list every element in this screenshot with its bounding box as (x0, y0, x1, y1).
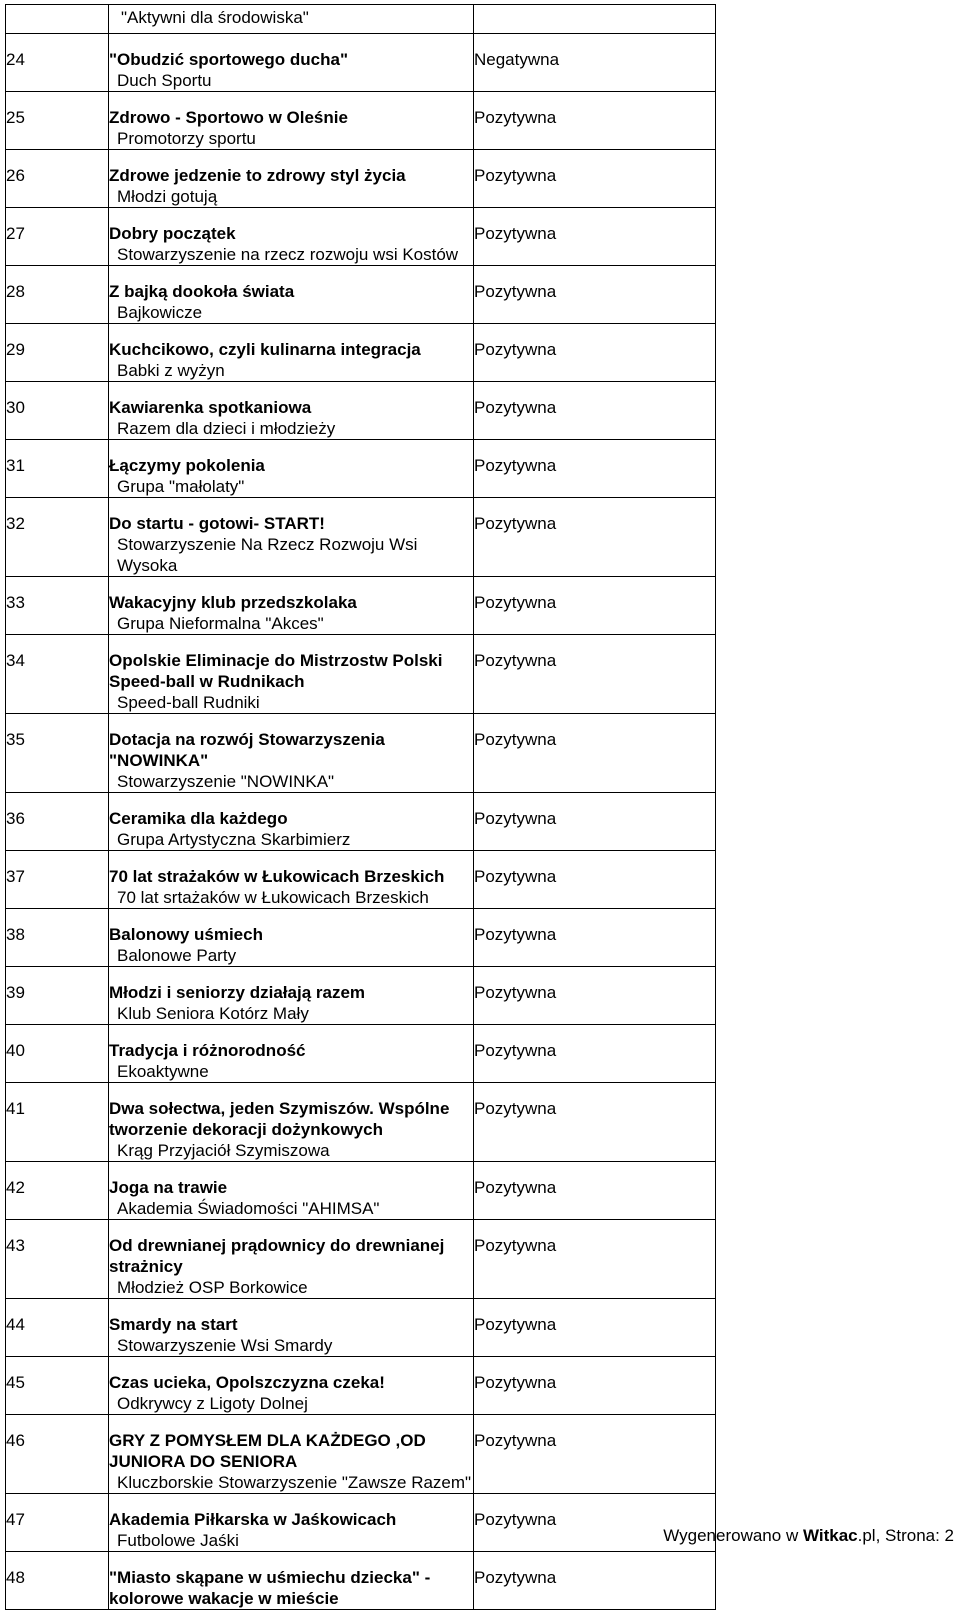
row-number-text: 42 (6, 1178, 25, 1197)
row-number-text: 32 (6, 514, 25, 533)
row-number-text: 45 (6, 1373, 25, 1392)
status-text: Pozytywna (474, 1099, 557, 1118)
project-cell (109, 1494, 474, 1552)
footer-brand[interactable]: Witkac (802, 1526, 858, 1545)
organization-name: Akademia Świadomości "AHIMSA" (117, 1199, 380, 1218)
table-row (6, 1083, 716, 1162)
row-number-text: 43 (6, 1236, 25, 1255)
status-text: Pozytywna (474, 456, 557, 475)
evaluation-status (474, 440, 716, 498)
project-title: Młodzi i seniorzy działają razem (109, 983, 366, 1002)
project-cell (109, 208, 474, 266)
project-cell (109, 1357, 474, 1415)
project-cell (109, 440, 474, 498)
table-row (6, 1494, 716, 1552)
table-row (6, 851, 716, 909)
status-text: Pozytywna (474, 1431, 557, 1450)
project-cell (109, 1162, 474, 1220)
evaluation-status (474, 1162, 716, 1220)
row-number-text: 46 (6, 1431, 25, 1450)
project-title: Joga na trawie (109, 1178, 228, 1197)
table-row (6, 150, 716, 208)
evaluation-status (474, 208, 716, 266)
row-number (6, 909, 109, 967)
number-cell (6, 5, 109, 34)
row-number-text: 33 (6, 593, 25, 612)
project-title: Zdrowo - Sportowo w Oleśnie (109, 108, 348, 127)
table-row (6, 1162, 716, 1220)
evaluation-status (474, 324, 716, 382)
project-title: Akademia Piłkarska w Jaśkowicach (109, 1510, 397, 1529)
project-title: Czas ucieka, Opolszczyzna czeka! (109, 1373, 385, 1392)
row-number-text: 38 (6, 925, 25, 944)
row-number-text: 30 (6, 398, 25, 417)
row-number-text: 48 (6, 1568, 25, 1587)
row-number (6, 1415, 109, 1494)
table-row (6, 208, 716, 266)
organization-name: Bajkowicze (117, 303, 203, 322)
status-text: Pozytywna (474, 282, 557, 301)
project-cell (109, 1220, 474, 1299)
status-text: Pozytywna (474, 1178, 557, 1197)
organization-name: Balonowe Party (117, 946, 237, 965)
table-row (6, 1552, 716, 1610)
row-number (6, 92, 109, 150)
organization-name: Młodzi gotują (117, 187, 218, 206)
project-cell (109, 92, 474, 150)
table-row (6, 967, 716, 1025)
project-cell (109, 382, 474, 440)
evaluation-status (474, 909, 716, 967)
evaluation-status (474, 1357, 716, 1415)
evaluation-status (474, 1299, 716, 1357)
project-title: "Obudzić sportowego ducha" (109, 50, 349, 69)
organization-name: Krąg Przyjaciół Szymiszowa (117, 1141, 330, 1160)
row-number-text: 29 (6, 340, 25, 359)
row-number (6, 150, 109, 208)
row-number (6, 967, 109, 1025)
project-cell (109, 1083, 474, 1162)
footer-prefix: Wygenerowano w (663, 1526, 803, 1545)
table-row (6, 266, 716, 324)
organization-name: Ekoaktywne (117, 1062, 209, 1081)
page-footer (663, 1526, 954, 1546)
row-number-text: 36 (6, 809, 25, 828)
project-title: Od drewnianej prądownicy do drewnianej strażnicy (109, 1236, 445, 1276)
evaluation-status (474, 1025, 716, 1083)
project-title: Dotacja na rozwój Stowarzyszenia "NOWINKA" (109, 730, 385, 770)
project-cell (109, 635, 474, 714)
evaluation-status (474, 1083, 716, 1162)
row-number (6, 1357, 109, 1415)
status-text: Pozytywna (474, 730, 557, 749)
evaluation-status (474, 1220, 716, 1299)
table-row (6, 1357, 716, 1415)
row-number-text: 25 (6, 108, 25, 127)
status-text: Pozytywna (474, 224, 557, 243)
status-text: Pozytywna (474, 867, 557, 886)
project-cell (109, 498, 474, 577)
project-cell (109, 909, 474, 967)
project-cell (109, 577, 474, 635)
status-cell (474, 5, 716, 34)
project-cell (109, 5, 474, 34)
row-number-text: 39 (6, 983, 25, 1002)
organization-name: Grupa Nieformalna "Akces" (117, 614, 324, 633)
evaluation-status (474, 1415, 716, 1494)
project-cell (109, 266, 474, 324)
project-title: Balonowy uśmiech (109, 925, 263, 944)
evaluation-status (474, 34, 716, 92)
organization-name: Klub Seniora Kotórz Mały (117, 1004, 309, 1023)
row-number (6, 577, 109, 635)
status-text: Pozytywna (474, 593, 557, 612)
status-text: Pozytywna (474, 108, 557, 127)
row-number-text: 41 (6, 1099, 25, 1118)
evaluation-status (474, 635, 716, 714)
table-row (6, 1299, 716, 1357)
organization-name: Odkrywcy z Ligoty Dolnej (117, 1394, 308, 1413)
organization-name: Duch Sportu (117, 71, 212, 90)
status-text: Pozytywna (474, 1236, 557, 1255)
project-title: Kuchcikowo, czyli kulinarna integracja (109, 340, 421, 359)
evaluation-status (474, 92, 716, 150)
evaluation-status (474, 150, 716, 208)
footer-suffix: .pl, Strona: 2 (857, 1526, 954, 1545)
project-cell (109, 1415, 474, 1494)
organization-name: Stowarzyszenie "NOWINKA" (117, 772, 335, 791)
row-number (6, 1552, 109, 1610)
status-text: Pozytywna (474, 514, 557, 533)
organization-name: Kluczborskie Stowarzyszenie "Zawsze Razem" (117, 1473, 472, 1492)
organization-name: Razem dla dzieci i młodzieży (117, 419, 336, 438)
row-number-text: 26 (6, 166, 25, 185)
project-title: GRY Z POMYSŁEM DLA KAŻDEGO ,OD JUNIORA DO SENIORA (109, 1431, 426, 1471)
project-title: Dwa sołectwa, jeden Szymiszów. Wspólne tworzenie dekoracji dożynkowych (109, 1099, 450, 1139)
project-title: 70 lat strażaków w Łukowicach Brzeskich (109, 867, 445, 886)
row-number-text: 40 (6, 1041, 25, 1060)
table-row (6, 324, 716, 382)
row-number-text: 44 (6, 1315, 25, 1334)
table-row (6, 34, 716, 92)
row-number (6, 34, 109, 92)
evaluation-status (474, 1552, 716, 1610)
project-cell (109, 324, 474, 382)
row-number (6, 714, 109, 793)
table-row (6, 909, 716, 967)
organization-name: Stowarzyszenie Na Rzecz Rozwoju Wsi Wysoka (117, 535, 418, 575)
status-text: Pozytywna (474, 1568, 557, 1587)
status-text: Negatywna (474, 50, 560, 69)
row-number (6, 1025, 109, 1083)
status-text: Pozytywna (474, 340, 557, 359)
evaluation-status (474, 382, 716, 440)
row-number (6, 793, 109, 851)
organization-name: Stowarzyszenie na rzecz rozwoju wsi Kostów (117, 245, 459, 264)
row-number (6, 1494, 109, 1552)
project-title: Smardy na start (109, 1315, 238, 1334)
status-text: Pozytywna (474, 809, 557, 828)
project-title: Dobry początek (109, 224, 236, 243)
status-text: Pozytywna (474, 398, 557, 417)
row-number-text: 31 (6, 456, 25, 475)
evaluation-status (474, 498, 716, 577)
evaluation-status (474, 793, 716, 851)
project-cell (109, 1299, 474, 1357)
table-row (6, 440, 716, 498)
table-row (6, 1415, 716, 1494)
table-row (6, 1220, 716, 1299)
row-number (6, 208, 109, 266)
status-text: Pozytywna (474, 1315, 557, 1334)
table-row (6, 793, 716, 851)
organization-name: "Aktywni dla środowiska" (121, 8, 309, 27)
table-row (6, 714, 716, 793)
project-title: Ceramika dla każdego (109, 809, 288, 828)
project-cell (109, 34, 474, 92)
evaluation-status (474, 967, 716, 1025)
row-number-text: 37 (6, 867, 25, 886)
organization-name: 70 lat srtażaków w Łukowicach Brzeskich (117, 888, 429, 907)
project-title: Opolskie Eliminacje do Mistrzostw Polski Speed-ball w Rudnikach (109, 651, 443, 691)
row-number (6, 266, 109, 324)
table-row (6, 382, 716, 440)
status-text: Pozytywna (474, 1373, 557, 1392)
evaluation-status (474, 714, 716, 793)
row-number (6, 498, 109, 577)
status-text: Pozytywna (474, 983, 557, 1002)
row-number-text: 24 (6, 50, 25, 69)
project-title: "Miasto skąpane w uśmiechu dziecka" - kolorowe wakacje w mieście (109, 1568, 431, 1608)
projects-table (5, 4, 716, 1610)
organization-name: Stowarzyszenie Wsi Smardy (117, 1336, 333, 1355)
row-number-text: 34 (6, 651, 25, 670)
project-cell (109, 967, 474, 1025)
row-number (6, 1083, 109, 1162)
organization-name: Młodzież OSP Borkowice (117, 1278, 308, 1297)
row-number (6, 324, 109, 382)
table-row (6, 635, 716, 714)
project-cell (109, 714, 474, 793)
row-number (6, 440, 109, 498)
row-number (6, 851, 109, 909)
status-text: Pozytywna (474, 925, 557, 944)
status-text: Pozytywna (474, 651, 557, 670)
row-number (6, 635, 109, 714)
row-number-text: 47 (6, 1510, 25, 1529)
project-title: Z bajką dookoła świata (109, 282, 295, 301)
row-number (6, 1299, 109, 1357)
row-number (6, 1220, 109, 1299)
table-row (6, 577, 716, 635)
project-title: Do startu - gotowi- START! (109, 514, 325, 533)
organization-name: Babki z wyżyn (117, 361, 225, 380)
organization-name: Promotorzy sportu (117, 129, 256, 148)
project-cell (109, 851, 474, 909)
row-number-text: 35 (6, 730, 25, 749)
table-row (6, 5, 716, 34)
project-title: Łączymy pokolenia (109, 456, 265, 475)
organization-name: Speed-ball Rudniki (117, 693, 260, 712)
project-cell (109, 1025, 474, 1083)
status-text: Pozytywna (474, 1041, 557, 1060)
project-cell (109, 150, 474, 208)
table-row (6, 498, 716, 577)
evaluation-status (474, 577, 716, 635)
row-number-text: 28 (6, 282, 25, 301)
organization-name: Grupa "małolaty" (117, 477, 245, 496)
project-title: Tradycja i różnorodność (109, 1041, 306, 1060)
project-cell (109, 1552, 474, 1610)
project-title: Wakacyjny klub przedszkolaka (109, 593, 357, 612)
row-number-text: 27 (6, 224, 25, 243)
status-text: Pozytywna (474, 166, 557, 185)
table-row (6, 1025, 716, 1083)
row-number (6, 382, 109, 440)
project-title: Kawiarenka spotkaniowa (109, 398, 312, 417)
organization-name: Grupa Artystyczna Skarbimierz (117, 830, 351, 849)
project-title: Zdrowe jedzenie to zdrowy styl życia (109, 166, 406, 185)
evaluation-status (474, 266, 716, 324)
status-text: Pozytywna (474, 1510, 557, 1529)
evaluation-status (474, 851, 716, 909)
project-cell (109, 793, 474, 851)
table-row (6, 92, 716, 150)
row-number (6, 1162, 109, 1220)
organization-name: Futbolowe Jaśki (117, 1531, 239, 1550)
